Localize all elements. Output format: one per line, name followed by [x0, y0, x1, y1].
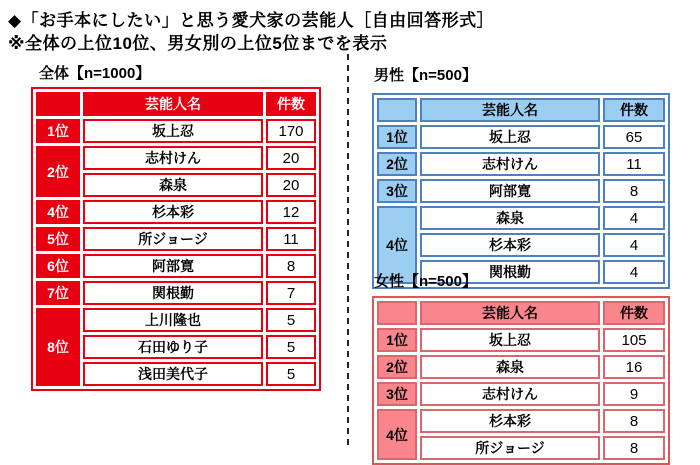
count-cell: 170 — [266, 119, 316, 143]
rank-cell: 4位 — [36, 200, 80, 224]
count-cell: 8 — [603, 179, 665, 203]
count-cell: 20 — [266, 173, 316, 197]
male-header-row — [377, 98, 665, 122]
count-cell: 11 — [603, 152, 665, 176]
count-cell: 11 — [266, 227, 316, 251]
name-cell: 坂上忍 — [420, 328, 600, 352]
female-table-label: 女性【n=500】 — [374, 273, 477, 290]
rank-cell: 1位 — [36, 119, 80, 143]
table-row — [36, 200, 316, 224]
overall-count-header-cell: 件数 — [266, 92, 316, 116]
rank-cell: 3位 — [377, 382, 417, 406]
table-row — [377, 152, 665, 176]
table-row — [36, 146, 316, 170]
rank-cell: 8位 — [36, 308, 80, 386]
table-row — [377, 436, 665, 460]
rank-cell: 1位 — [377, 125, 417, 149]
count-cell: 8 — [603, 436, 665, 460]
name-cell: 杉本彩 — [420, 409, 600, 433]
name-cell: 阿部寛 — [420, 179, 600, 203]
table-row — [377, 179, 665, 203]
table-row — [36, 227, 316, 251]
count-cell: 5 — [266, 308, 316, 332]
rank-cell: 2位 — [36, 146, 80, 197]
rank-cell: 4位 — [377, 206, 417, 284]
name-cell: 志村けん — [83, 146, 263, 170]
count-cell: 4 — [603, 233, 665, 257]
rank-cell: 2位 — [377, 152, 417, 176]
count-cell: 4 — [603, 260, 665, 284]
table-row — [36, 281, 316, 305]
rank-cell: 7位 — [36, 281, 80, 305]
name-cell: 石田ゆり子 — [83, 335, 263, 359]
name-cell: 上川隆也 — [83, 308, 263, 332]
table-row — [377, 409, 665, 433]
section-divider — [347, 54, 349, 446]
female-count-header-cell: 件数 — [603, 301, 665, 325]
name-cell: 杉本彩 — [83, 200, 263, 224]
count-cell: 65 — [603, 125, 665, 149]
name-cell: 森泉 — [420, 355, 600, 379]
count-cell: 8 — [266, 254, 316, 278]
page-title: ◆「お手本にしたい」と思う愛犬家の芸能人［自由回答形式］ — [8, 11, 495, 30]
table-row — [377, 355, 665, 379]
count-cell: 5 — [266, 335, 316, 359]
overall-header-row — [36, 92, 316, 116]
table-row — [36, 308, 316, 332]
name-cell: 所ジョージ — [420, 436, 600, 460]
count-cell: 8 — [603, 409, 665, 433]
name-cell: 浅田美代子 — [83, 362, 263, 386]
table-row — [36, 254, 316, 278]
male-rank-header-cell — [377, 98, 417, 122]
rank-cell: 4位 — [377, 409, 417, 460]
male-table-label: 男性【n=500】 — [374, 67, 477, 84]
rank-cell: 6位 — [36, 254, 80, 278]
name-cell: 志村けん — [420, 382, 600, 406]
count-cell: 5 — [266, 362, 316, 386]
male-count-header-cell: 件数 — [603, 98, 665, 122]
rank-cell: 2位 — [377, 355, 417, 379]
name-cell: 杉本彩 — [420, 233, 600, 257]
name-cell: 志村けん — [420, 152, 600, 176]
rank-cell: 3位 — [377, 179, 417, 203]
female-rank-header-cell — [377, 301, 417, 325]
name-cell: 関根勤 — [420, 260, 600, 284]
overall-ranking-table — [31, 87, 321, 391]
female-header-row — [377, 301, 665, 325]
page-subtitle: ※全体の上位10位、男女別の上位5位までを表示 — [8, 34, 388, 53]
female-ranking-table — [372, 296, 670, 465]
name-cell: 所ジョージ — [83, 227, 263, 251]
overall-table-label: 全体【n=1000】 — [39, 65, 151, 82]
count-cell: 9 — [603, 382, 665, 406]
table-row — [377, 206, 665, 230]
name-cell: 森泉 — [420, 206, 600, 230]
male-name-header-cell: 芸能人名 — [420, 98, 600, 122]
count-cell: 105 — [603, 328, 665, 352]
name-cell: 阿部寛 — [83, 254, 263, 278]
overall-rank-header-cell — [36, 92, 80, 116]
male-ranking-table — [372, 93, 670, 289]
count-cell: 7 — [266, 281, 316, 305]
table-row — [377, 125, 665, 149]
table-row — [36, 119, 316, 143]
rank-cell: 5位 — [36, 227, 80, 251]
female-name-header-cell: 芸能人名 — [420, 301, 600, 325]
count-cell: 4 — [603, 206, 665, 230]
rank-cell: 1位 — [377, 328, 417, 352]
name-cell: 森泉 — [83, 173, 263, 197]
name-cell: 坂上忍 — [83, 119, 263, 143]
table-row — [377, 233, 665, 257]
count-cell: 16 — [603, 355, 665, 379]
count-cell: 20 — [266, 146, 316, 170]
table-row — [377, 328, 665, 352]
count-cell: 12 — [266, 200, 316, 224]
overall-name-header-cell: 芸能人名 — [83, 92, 263, 116]
name-cell: 関根勤 — [83, 281, 263, 305]
name-cell: 坂上忍 — [420, 125, 600, 149]
table-row — [377, 382, 665, 406]
